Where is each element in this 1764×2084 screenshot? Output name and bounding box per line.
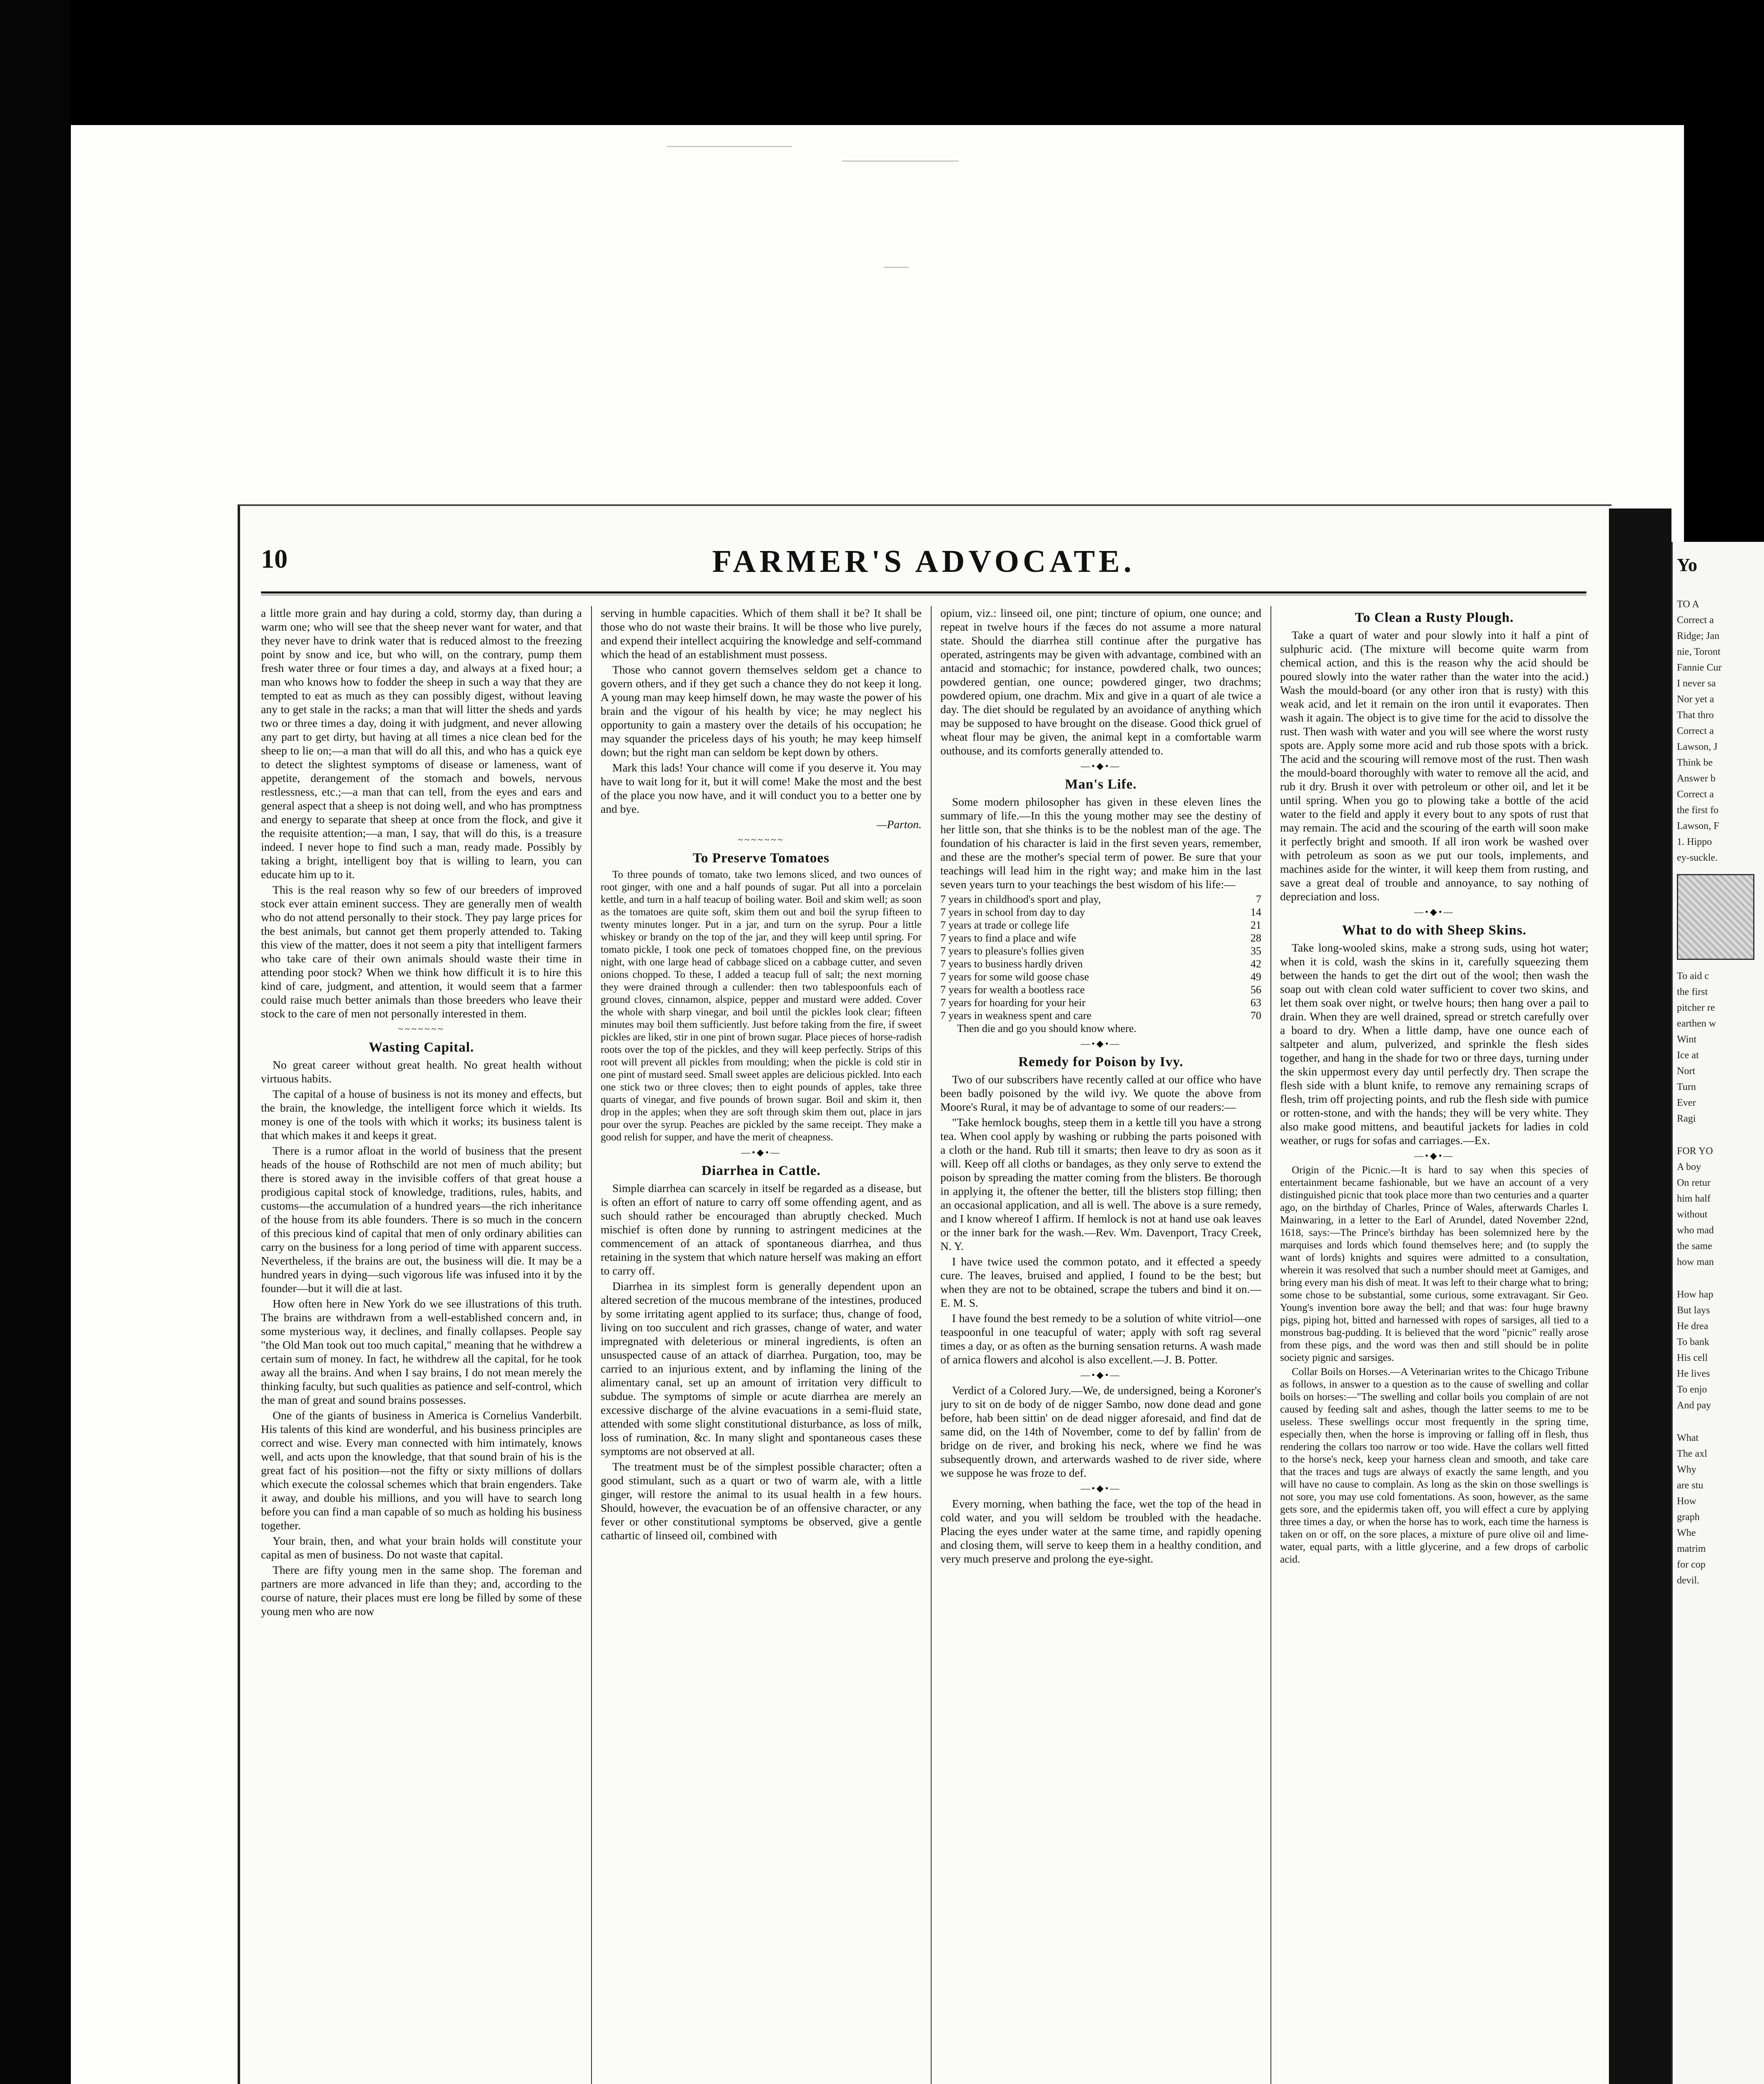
adjacent-page-line: Think be xyxy=(1677,757,1713,768)
article-paragraph: Collar Boils on Horses.—A Veterinarian writes to the Chicago Tribune as follows, in answer to a question as to the cause of swelling and collar boils on horses:—"The swelling and collar boils you complain of are not caused by feeding salt and ashes, though the latter seems to me to be useless. These swellings occur most frequently in the spring time, especially then, when the horse is improving or falling off in flesh, thus rendering the collars too narrow or too wide. Have the collars well fitted to the horse's neck, keep your harness clean and smooth, and take care that the traces and tugs are always of exactly the same length, and you will have no cause to complain. As long as the skin on those swellings is not sore, you may use cold fomentations. As soon, however, as the same gets sore, and the epidermis taken off, you will effect a cure by applying three times a day, or when the horse has to work, each time the harness is taken on or off, on the sore places, a mixture of pure olive oil and lime-water, equal parts, with a little glycerine, and a few drops of carbolic acid. xyxy=(1280,1366,1589,1565)
section-ornament: —•◆•— xyxy=(741,1147,782,1157)
column-4 xyxy=(1280,606,1589,2084)
adjacent-page-line: ey-suckle. xyxy=(1677,852,1718,863)
life-table-closing-line: Then die and go you should know where. xyxy=(957,1022,1137,1034)
adjacent-page-lines xyxy=(1673,596,1764,1588)
adjacent-page-line: Nor yet a xyxy=(1677,694,1714,705)
adjacent-page-illustration xyxy=(1677,874,1754,960)
adjacent-page-line: That thro xyxy=(1677,710,1714,721)
article-paragraph: I have twice used the common potato, and it effected a speedy cure. The leaves, bruised and applied, I found to be the best; but when they are not to be obtained, scrape the tubers and bind it on.—E. M. S. xyxy=(940,1255,1261,1309)
article-paragraph: Some modern philosopher has given in these eleven lines the summary of life.—In this the young mother may see the destiny of her little son, that she thinks is to be the noblest man of the age. The foundation of his character is laid in the first seven years, remember, and these are the mother's special term of power. Be sure that your teachings will lead him in the right way; and make him in the last seven years turn to your teachings the best wisdom of his life:— xyxy=(940,795,1261,891)
masthead-rule xyxy=(261,591,1586,595)
article-paragraph: Mark this lads! Your chance will come if you deserve it. You may have to wait long for it, but it will come! Make the most and the best of the place you now have, and it will conduct you to a better one by and bye. xyxy=(601,761,922,815)
newspaper-page xyxy=(238,504,1611,2084)
article-paragraph: Those who cannot govern themselves seldom get a chance to govern others, and if they get such a chance they do not keep it long. A young man may keep himself down, he may waste the power of his brain and the vigour of his health by vice; he may neglect his opportunity to gain a mastery over the details of his occupation; he may squander the priceless days of his youth; he may keep himself down; but the right man can seldom be kept down by others. xyxy=(601,663,922,759)
article-paragraph: Take a quart of water and pour slowly into it half a pint of sulphuric acid. (The mixture will become quite warm from chemical action, and this is the reason why the acid should be poured slowly into the water rather than the water into the acid.) Wash the mould-board (or any other iron that is rusty) with this weak acid, and let it remain on the iron until it evaporates. Then wash it again. The object is to give time for the acid to dissolve the rust. Then wash with water and you will see where the worst rusty spots are. Apply some more acid and rub those spots with a brick. The acid and the scouring will remove most of the rust. Then wash the mould-board thoroughly with water to remove all the acid, and rub it dry. Brush it over with petroleum or other oil, and let it be until spring. When you go to plowing take a bottle of the acid water to the field and apply it every bout to any spots of rust that may remain. The acid and the scouring of the earth will soon make it perfectly bright and smooth. If all iron work be washed over with petroleum as soon as we put our tools, implements, and machines aside for the winter, it will keep them from rusting, and save a great deal of trouble and annoyance, to say nothing of depreciation and loss. xyxy=(1280,629,1589,903)
article-paragraph: Two of our subscribers have recently called at our office who have been badly poisoned by the wild ivy. We quote the above from Moore's Rural, it may be of advantage to some of our readers:— xyxy=(940,1073,1261,1113)
column-divider xyxy=(931,606,932,2084)
article-paragraph: Origin of the Picnic.—It is hard to say when this species of entertainment became fashionable, but we have an account of a very distinguished picnic that took place more than two centuries and a quarter ago, on the birthday of Charles, Prince of Wales, afterwards Charles I. Mainwaring, in a letter to the Earl of Arundel, dated November 22nd, 1618, says:—The Prince's birthday has been solemnized here by the marquises and lords which found themselves here; and (to supply the want of lords) knights and squires were admitted to a consultation, wherein it was resolved that such a number should meet at Gamiges, and bring every man his dish of meat. It was left to their charge what to bring; some chose to be substantial, some curious, some extravagant. Sir Geo. Young's invention bore away the bell; and that was: four huge brawny pigs, piping hot, bitted and harnessed with ropes of sarsiges, all tied to a monstrous bag-pudding. It is believed that the word "picnic" really arose from these pigs, and the word was then and still should be in polite society pignic and sarsiges. xyxy=(1280,1165,1589,1363)
adjacent-page-line: devil. xyxy=(1677,1575,1699,1586)
life-table-row: 7 years in childhood's sport and play, 7 xyxy=(940,893,1261,905)
section-ornament: —•◆•— xyxy=(1080,761,1121,771)
adjacent-page-line: the first xyxy=(1677,987,1708,997)
adjacent-page-line: who mad xyxy=(1677,1225,1714,1236)
adjacent-page-line: Ridge; Jan xyxy=(1677,631,1719,641)
adjacent-page-line: A boy xyxy=(1677,1162,1701,1172)
adjacent-page-line: I never sa xyxy=(1677,678,1716,689)
adjacent-page-line: Answer b xyxy=(1677,773,1716,784)
adjacent-page-line: earthen w xyxy=(1677,1018,1716,1029)
adjacent-page-line: Lawson, F xyxy=(1677,821,1719,832)
adjacent-page-line: The axl xyxy=(1677,1448,1707,1459)
column-divider xyxy=(1270,606,1271,2084)
section-ornament: ~~~~~~~ xyxy=(398,1024,445,1034)
section-ornament: —•◆•— xyxy=(1080,1483,1121,1493)
adjacent-page-heading: Yo xyxy=(1677,555,1697,575)
section-ornament: —•◆•— xyxy=(1414,1150,1455,1161)
life-table-row: 7 years for wealth a bootless race 56 xyxy=(940,984,1261,996)
adjacent-page-line: for cop xyxy=(1677,1559,1706,1570)
column-2 xyxy=(601,606,922,2084)
life-table-row: 7 years for some wild goose chase 49 xyxy=(940,971,1261,983)
life-table xyxy=(940,893,1261,1035)
adjacent-page-line: On retur xyxy=(1677,1177,1711,1188)
column-1 xyxy=(261,606,582,2084)
life-table-row: 7 years in weakness spent and care 70 xyxy=(940,1009,1261,1022)
adjacent-page-line: He lives xyxy=(1677,1368,1710,1379)
adjacent-page-line: 1. Hippo xyxy=(1677,837,1712,847)
article-paragraph: This is the real reason why so few of our breeders of improved stock ever attain eminent success. They are generally men of wealth who do not attend personally to their stock. They pay large prices for the best animals, but cannot get them properly attended to. Taking this view of the matter, does it not seem a pity that intelligent farmers who take care of their own animals should waste their time in attending poor stock? When we think how difficult it is to hire this kind of care, judgment, and attention, it would seem that a farmer could raise much better animals than those breeders who leave their stock to the care of men not personally interested in them. xyxy=(261,883,582,1020)
article-paragraph: There is a rumor afloat in the world of business that the present heads of the house of Rothschild are not men of much ability; but there is stored away in the invisible coffers of that great house a prodigious capital stock of knowledge, traditions, rules, habits, and customs—the accumulation of a hundred years—the rich inheritance of the house from its able founders. There is so much in the concern of this precious kind of capital that men of only ordinary abilities can carry on the business for a long period of time with apparent success. Nevertheless, if the brains are out, the business will die. It may be a hundred years in dying—such vigorous life was infused into it by the founder—but it will die at last. xyxy=(261,1144,582,1295)
article-paragraph: "Take hemlock boughs, steep them in a kettle till you have a strong tea. When cool apply by washing or rubbing the parts poisoned with a cloth or the hand. Rub till it smarts; then leave to dry as soon as it will. Keep off all cloths or bandages, as they only serve to extend the poison by spreading the matter coming from the blisters. Be thorough in applying it, the oftener the better, till the blisters stop filling; then an occasional application, and all is well. The above is a sure remedy, and I know whereof I affirm. If hemlock is not at hand use oak leaves or the inner bark for the wash.—Rev. Wm. Davenport, Tracy Creek, N. Y. xyxy=(940,1116,1261,1252)
article-paragraph: One of the giants of business in America is Cornelius Vanderbilt. His talents of this kind are wonderful, and his business principles are correct and wise. Every man connected with him intimately, knows well, and acts upon the knowledge, that that sound brain of his is the great fact of his position—not the fifty or sixty millions of dollars which execute the colossal schemes which that brain engenders. Take it away, and double his millions, and you will have to search long before you can find a man capable of so much as holding his business together. xyxy=(261,1409,582,1532)
life-table-row: 7 years for hoarding for your heir 63 xyxy=(940,997,1261,1009)
section-ornament: —•◆•— xyxy=(1080,1370,1121,1380)
masthead xyxy=(261,544,1586,589)
column-divider xyxy=(591,606,592,2084)
article-paragraph: Take long-wooled skins, make a strong suds, using hot water; when it is cold, wash the skins in it, carefully squeezing them between the hands to get the dirt out of the wool; then wash the soap out with clean cold water sufficient to cover two skins, and let them soak over night, or twelve hours; then hang over a pail to drain. When they are well drained, spread or stretch carefully over a board to dry. When a little damp, have one ounce each of saltpeter and alum, pulverized, and sprinkle the flesh sides together, and hang in the shade for two or three days, turning under the skin uppermost every day until perfectly dry. Then scrape the flesh side with a blunt knife, to remove any remaining scraps of flesh, trim off projecting points, and rub the flesh side with pumice or rotten-stone, and with the hands; they will be very white. They also make good mittens, and beautiful jackets for ladies in cold weather, or rugs for sofas and carriages.—Ex. xyxy=(1280,941,1589,1147)
section-ornament: —•◆•— xyxy=(1414,907,1455,917)
life-table-row: 7 years to business hardly driven 42 xyxy=(940,958,1261,970)
adjacent-page-line: Ragi xyxy=(1677,1113,1696,1124)
page-spine-shadow xyxy=(1609,508,1671,2084)
article-paragraph: Your brain, then, and what your brain holds will constitute your capital as men of business. Do not waste that capital. xyxy=(261,1534,582,1561)
bleed-through-mark xyxy=(667,146,792,147)
article-paragraph: Simple diarrhea can scarcely in itself be regarded as a disease, but is often an effort of nature to carry off some offending agent, and as such should rather be encouraged than abruptly checked. Much mischief is often done by running to astringent medicines at the commencement of an attack of spontaneous diarrhea, and thus retaining in the system that which nature herself was making an effort to carry off. xyxy=(601,1182,922,1277)
adjacent-page-line: He drea xyxy=(1677,1321,1709,1332)
adjacent-page-line: What xyxy=(1677,1433,1699,1443)
bleed-through-mark xyxy=(842,160,959,162)
article-paragraph: The treatment must be of the simplest possible character; often a good stimulant, such as a quart or two of warm ale, with a little ginger, will restore the animal to its usual health in a few hours. Should, however, the evacuation be of an offensive character, or any fever or other constitutional symptoms be observed, give a gentle cathartic of linseed oil, combined with xyxy=(601,1460,922,1542)
adjacent-page-line: pitcher re xyxy=(1677,1002,1715,1013)
adjacent-page-line: Correct a xyxy=(1677,726,1714,736)
article-heading-preserve-tomatoes: To Preserve Tomatoes xyxy=(693,851,829,866)
adjacent-page-line: Correct a xyxy=(1677,789,1714,800)
article-paragraph: Diarrhea in its simplest form is generally dependent upon an altered secretion of the mucous membrane of the intestines, produced by some irritating agent applied to its surface; thus, change of food, living on too succulent and rich grasses, change of water, and water impregnated with deleterious or mineral ingredients, is often an unsuspected cause of an attack of diarrhea. Purgation, too, may be carried to an injurious extent, and by inflaming the lining of the alimentary canal, set up an amount of irritation very difficult to subdue. The symptoms of simple or acute diarrhea are merely an excessive discharge of the alvine evacuations in a semi-fluid state, attended with some slight constitutional disturbance, as loss of milk, loss of rumination, &c. In many slight and spontaneous cases these symptoms are not observed at all. xyxy=(601,1280,922,1458)
adjacent-page-line: TO A xyxy=(1677,599,1699,610)
adjacent-page-line: Ever xyxy=(1677,1097,1696,1108)
article-paragraph: The capital of a house of business is not its money and effects, but the brain, the knowledge, the intelligent force which it wields. Its money is one of the tools with which it works; its business talent is that which makes it and keeps it great. xyxy=(261,1087,582,1142)
adjacent-page-line: Correct a xyxy=(1677,615,1714,626)
adjacent-page-line: Why xyxy=(1677,1464,1696,1475)
article-heading-diarrhea-cattle: Diarrhea in Cattle. xyxy=(702,1163,821,1178)
article-paragraph: serving in humble capacities. Which of them shall it be? It shall be those who do not waste their brains. It will be those who live purely, and expend their intellect acquiring the knowledge and self-command which the head of an establishment must possess. xyxy=(601,606,922,661)
article-paragraph: To three pounds of tomato, take two lemons sliced, and two ounces of root ginger, with one and a half pounds of sugar. Put all into a porcelain kettle, and turn in a half teacup of boiling water. Boil and skim well; as soon as the tomatoes are quite soft, skim them out and boil the syrup fifteen to twenty minutes longer. Put in a jar, and turn on the syrup. Pour a little whiskey or brandy on the top of the jar, and they will keep until spring. For tomato pickle, I took one peck of tomatoes chopped fine, on the previous night, with one large head of cabbage sliced on a cabbage cutter, and seven onions chopped. To these, I added a teacup full of salt; the next morning they were drained through a cullender: then two tablespoonfuls each of ground cloves, cinnamon, alspice, pepper and mustard were added. Cover the whole with sharp vinegar, and boil until the pickles look clear; fifteen minutes may boil them sufficiently. Just before taking from the fire, if sweet pickles are liked, stir in one pint of brown sugar. Place pieces of horse-radish roots over the top of the pickles, and they will keep perfectly. Strips of this root will prevent all pickles from moulding; when the pickle is cold stir in one pint of mustard seed. Small sweet apples are delicious pickled. Into each one stick two or three cloves; then to eight pounds of apples, take three quarts of vinegar, and five pounds of brown sugar. Boil and skim it, then drop in the apples; when they are soft through skim them out, place in jars pour over the syrup. Peaches are pickled by the same receipt. They make a good relish for supper, and have the merit of cheapness. xyxy=(601,869,922,1143)
life-table-row: 7 years to find a place and wife 28 xyxy=(940,932,1261,944)
article-paragraph: I have found the best remedy to be a solution of white vitriol—one teaspoonful in one teacupful of water; apply with soft rag several times a day, or as often as the burning sensation returns. A wash made of arnica flowers and alcohol is also excellent.—J. B. Potter. xyxy=(940,1312,1261,1366)
article-paragraph: No great career without great health. No great health without virtuous habits. xyxy=(261,1058,582,1085)
article-heading-wasting-capital: Wasting Capital. xyxy=(368,1040,474,1055)
article-paragraph: How often here in New York do we see illustrations of this truth. The brains are withdrawn from a well-established concern and, in some mysterious way, it declines, and finally collapses. People say "the Old Man took out too much capital," meaning that he withdrew a certain sum of money. In fact, he withdrew all the capital, for he took away all the brains. And when I say brains, I do not mean merely the thinking faculty, but such qualities as patience and self-control, which the man of great and sound brains possesses. xyxy=(261,1297,582,1406)
adjacent-page-line: how man xyxy=(1677,1257,1714,1267)
article-paragraph: Every morning, when bathing the face, wet the top of the head in cold water, and you will seldom be troubled with the headache. Placing the eyes under water at the same time, and rapidly opening and closing them, will serve to keep them in a healthy condition, and very much preserve and prolong the eye-sight. xyxy=(940,1497,1261,1565)
adjacent-page-line: But lays xyxy=(1677,1305,1710,1316)
adjacent-page-line: Turn xyxy=(1677,1082,1696,1092)
scan-dark-margin xyxy=(0,0,71,2084)
adjacent-page-line: To bank xyxy=(1677,1337,1709,1348)
life-table-row: 7 years in school from day to day 14 xyxy=(940,906,1261,918)
adjacent-page-line: him half xyxy=(1677,1193,1711,1204)
adjacent-page-line: How hap xyxy=(1677,1289,1714,1300)
adjacent-page-fragment xyxy=(1671,542,1764,2084)
article-paragraph: There are fifty young men in the same shop. The foreman and partners are more advanced in life than they; and, according to the course of nature, their places must ere long be filled by some of these young men who are now xyxy=(261,1563,582,1618)
adjacent-page-line: His cell xyxy=(1677,1353,1708,1363)
article-signature: —Parton. xyxy=(877,818,922,831)
adjacent-page-line: without xyxy=(1677,1209,1708,1220)
article-paragraph: opium, viz.: linseed oil, one pint; tincture of opium, one ounce; and repeat in twelve hours if the fæces do not assume a more natural state. Should the diarrhea still continue after the purgative has operated, astringents may be given with advantage, combined with an antacid and stomachic; for instance, powdered chalk, two ounces; powdered gentian, one ounce; powdered ginger, two drachms; powdered opium, one drachm. Mix and give in a quart of ale twice a day. The diet should be regulated by an avoidance of anything which may be supposed to have brought on the disease. Good thick gruel of wheat flour may be given, the animal kept in a comfortable warm outhouse, and its comforts generally attended to. xyxy=(940,606,1261,757)
adjacent-page-line: matrim xyxy=(1677,1543,1706,1554)
adjacent-page-line: the first fo xyxy=(1677,805,1719,816)
article-heading-rusty-plough: To Clean a Rusty Plough. xyxy=(1355,610,1514,625)
adjacent-page-line: the same xyxy=(1677,1241,1712,1252)
life-table-row: 7 years at trade or college life 21 xyxy=(940,919,1261,931)
article-heading-mans-life: Man's Life. xyxy=(1065,777,1137,792)
page-number: 10 xyxy=(261,544,288,574)
adjacent-page-line: How xyxy=(1677,1496,1696,1507)
adjacent-page-line: To enjo xyxy=(1677,1384,1707,1395)
section-ornament: ~~~~~~~ xyxy=(738,834,784,845)
adjacent-page-line: Lawson, J xyxy=(1677,741,1718,752)
article-heading-poison-ivy: Remedy for Poison by Ivy. xyxy=(1018,1055,1183,1070)
adjacent-page-line: To aid c xyxy=(1677,971,1709,982)
adjacent-page-line: And pay xyxy=(1677,1400,1711,1411)
article-paragraph: a little more grain and hay during a cold, stormy day, than during a warm one; who will see that the sheep never want for water, and that they never have to drink water that is reduced almost to the freezing point by snow and ice, but who will, on the contrary, pump them fresh water three or four times a day, and always at a fixed hour; a man who knows how to fodder the sheep in such a way that they are tempted to eat as much as they can possibly digest, without leaving any to get stale in the racks; a man that will litter the sheds and yards two or three times a day, doing it with judgment, and never allowing any part to get dirty, but having at all times a nice clean bed for the sheep to lie on;—a man that will do all this, and who has a quick eye to detect the slightest symptoms of disease or lameness, want of appetite, derangement of the stomach and bowels, nervous restlessness, etc.;—a man that can tell, from the eyes and ears and general aspect that a sheep is not doing well, and who has promptness and energy to separate that sheep at once from the flock, and give it the requisite attention;—a man, I say, that will do this, is a treasure indeed. I never hope to find such a man, ready made. Possibly by taking a bright, intelligent boy that is willing to learn, you can educate him up to it. xyxy=(261,606,582,881)
adjacent-page-line: Ice at xyxy=(1677,1050,1699,1061)
bleed-through-mark xyxy=(884,267,909,268)
adjacent-page-line: graph xyxy=(1677,1512,1700,1523)
section-ornament: —•◆•— xyxy=(1080,1038,1121,1049)
adjacent-page-line: FOR YO xyxy=(1677,1146,1713,1157)
adjacent-page-line: are stu xyxy=(1677,1480,1704,1491)
adjacent-page-line: Nort xyxy=(1677,1066,1695,1077)
article-paragraph: Verdict of a Colored Jury.—We, de undersigned, being a Koroner's jury to sit on de body of de nigger Sambo, now done dead and gone before, hab been sittin' on de dead nigger aforesaid, and find dat de same did, on the 14th of November, come to def by fallin' from de bridge on de river, and broking his neck, where we find he was subsequently drown, and arterwards washed to de river side, where we suppose he was froze to def. xyxy=(940,1384,1261,1479)
adjacent-page-line: Wint xyxy=(1677,1034,1697,1045)
life-table-row: 7 years to pleasure's follies given 35 xyxy=(940,945,1261,957)
newspaper-title: FARMER'S ADVOCATE. xyxy=(712,544,1135,579)
adjacent-page-line: nie, Toront xyxy=(1677,646,1721,657)
adjacent-page-line: Fannie Cur xyxy=(1677,662,1722,673)
article-heading-sheep-skins: What to do with Sheep Skins. xyxy=(1342,923,1527,938)
column-3 xyxy=(940,606,1261,2084)
adjacent-page-line: Whe xyxy=(1677,1528,1696,1538)
